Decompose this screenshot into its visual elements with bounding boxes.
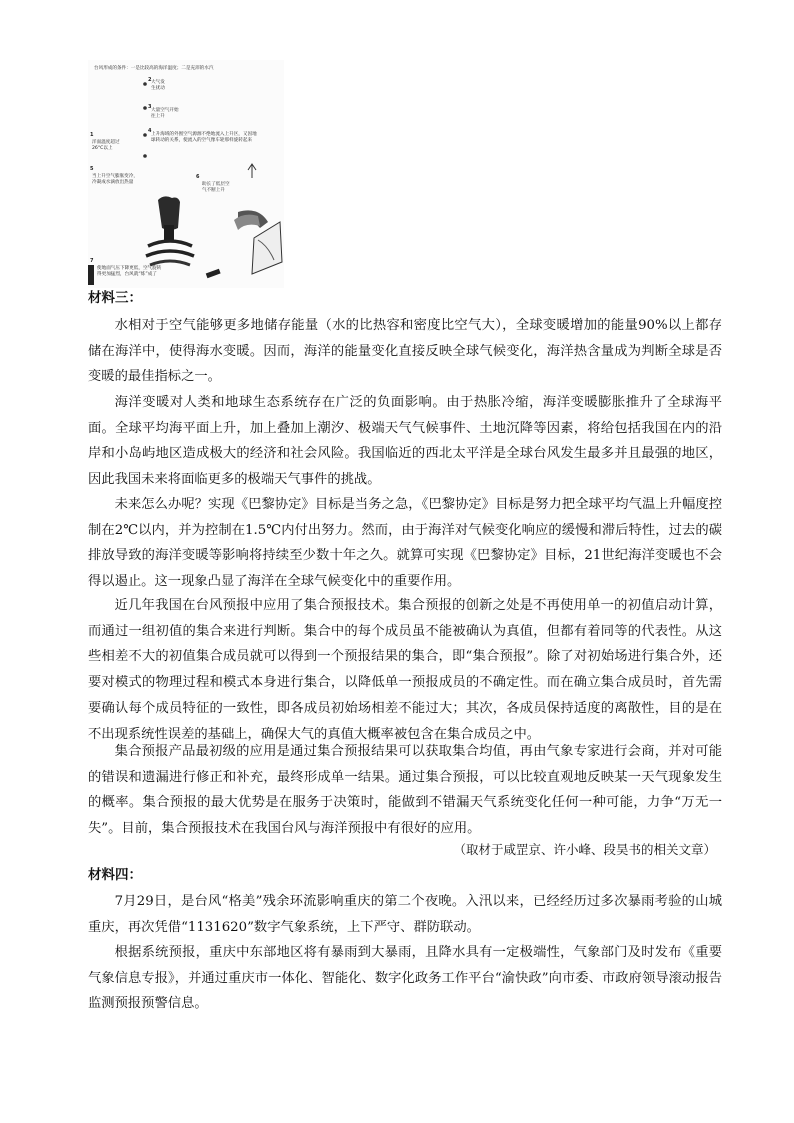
material4-heading: 材料四： <box>88 867 142 883</box>
material4-paragraph-2: 根据系统预报，重庆中东部地区将有暴雨到大暴雨，且降水具有一定极端性，气象部门及时发布《重要气象信息专报》，并通过重庆市一体化、智能化、数字化政务工作平台“渝快政”向市委、市政府领导滚动报告监测预报预警信息。 <box>88 945 722 1012</box>
step-3-number: 3 <box>148 104 152 110</box>
material4-paragraph-1: 7月29日，是台风“格美”残余环流影响重庆的第二个夜晚。入汛以来，已经经历过多次暴雨考验的山城重庆，再次凭借“1131620”数字气象系统，上下严守、群防联动。 <box>88 894 722 935</box>
step-7-number: 7 <box>90 258 94 264</box>
material3-paragraph-4: 近几年我国在台风预报中应用了集合预报技术。集合预报的创新之处是不再使用单一的初值启动计算，而通过一组初值的集合来进行判断。集合中的每个成员虽不能被确认为真值，但都有着同等的代表性。从这些相差不大的初值集合成员就可以得到一个预报结果的集合，即“集合预报”。除了对初始场进行集合外，还要对模式的物理过程和模式本身进行集合，以降低单一预报成员的不确定性。而在确立集合成员时，首先需要确认每个成员特征的一致性，即各成员初始场相差不能过大；其次，各成员保持适度的离散性，目的是在不出现系统性误差的基础上，确保大气的真值大概率被包含在集合成员之中。 <box>88 598 722 742</box>
step-6-text: 助长了低层空 气不断上升 <box>202 182 230 193</box>
material3-paragraph-5: 集合预报产品最初级的应用是通过集合预报结果可以获取集合均值，再由气象专家进行会商，并对可能的错误和遗漏进行修正和补充，最终形成单一结果。通过集合预报，可以比较直观地反映某一天气现象发生的概率。集合预报的最大优势是在服务于决策时，能做到不错漏天气系统变化任何一种可能，力争“万无一失”。目前，集合预报技术在我国台风与海洋预报中有很好的应用。 <box>88 744 722 837</box>
material3-paragraph-1: 水相对于空气能够更多地储存能量（水的比热容和密度比空气大），全球变暖增加的能量90%以上都存储在海洋中，使得海水变暖。因而，海洋的能量变化直接反映全球气候变化，海洋热含量成为判断全球是否变暖的最佳指标之一。 <box>88 318 722 385</box>
typhoon-formation-diagram <box>88 60 284 288</box>
material3-source: （取材于咸罡京、许小峰、段昊书的相关文章） <box>453 842 716 857</box>
material3-heading: 材料三： <box>88 290 142 306</box>
step-3-text: 大量空气开始 往上升 <box>151 108 179 119</box>
step-1-number: 1 <box>90 132 94 138</box>
material3-paragraph-3: 未来怎么办呢？实现《巴黎协定》目标是当务之急，《巴黎协定》目标是努力把全球平均气温上升幅度控制在2℃以内，并为控制在1.5℃内付出努力。然而，由于海洋对气候变化响应的缓慢和滞后特性，过去的碳排放导致的海洋变暖等影响将持续至少数十年之久。就算可实现《巴黎协定》目标，21世纪海洋变暖也不会得以遏止。这一现象凸显了海洋在全球气候变化中的重要作用。 <box>88 497 722 590</box>
diagram-title: 台风形成的条件：一是比较高的海洋温度；二是充沛的水汽 <box>94 66 214 71</box>
step-2-text: 大气发 生扰动 <box>151 80 165 91</box>
material3-paragraph-2: 海洋变暖对人类和地球生态系统存在广泛的负面影响。由于热胀冷缩，海洋变暖膨胀推升了全球海平面。全球平均海平面上升，加上叠加上潮汐、极端天气气候事件、土地沉降等因素，将给包括我国在内的沿岸和小岛屿地区造成极大的经济和社会风险。我国临近的西北太平洋是全球台风发生最多并且最强的地区，因此我国未来将面临更多的极端天气事件的挑战。 <box>88 395 722 488</box>
step-1-text: 洋面温度超过 26°C以上 <box>92 140 120 151</box>
step-5-number: 5 <box>90 166 94 172</box>
step-7-text: 使地面气压下降更低，空气旋转 得更加猛烈，台风就“炼”成了 <box>97 266 162 277</box>
step-4-text: 上升海域的外围空气源源不绝地流入上升区，又因地 球转动的关系，使流入的空气像车轮那样旋转起来 <box>151 132 257 143</box>
step-4-number: 4 <box>148 128 152 134</box>
step-2-number: 2 <box>148 77 152 83</box>
step-6-number: 6 <box>196 174 200 180</box>
step-5-text: 当上升空气膨胀变冷， 冷凝成水滴放出热量 <box>92 174 138 185</box>
